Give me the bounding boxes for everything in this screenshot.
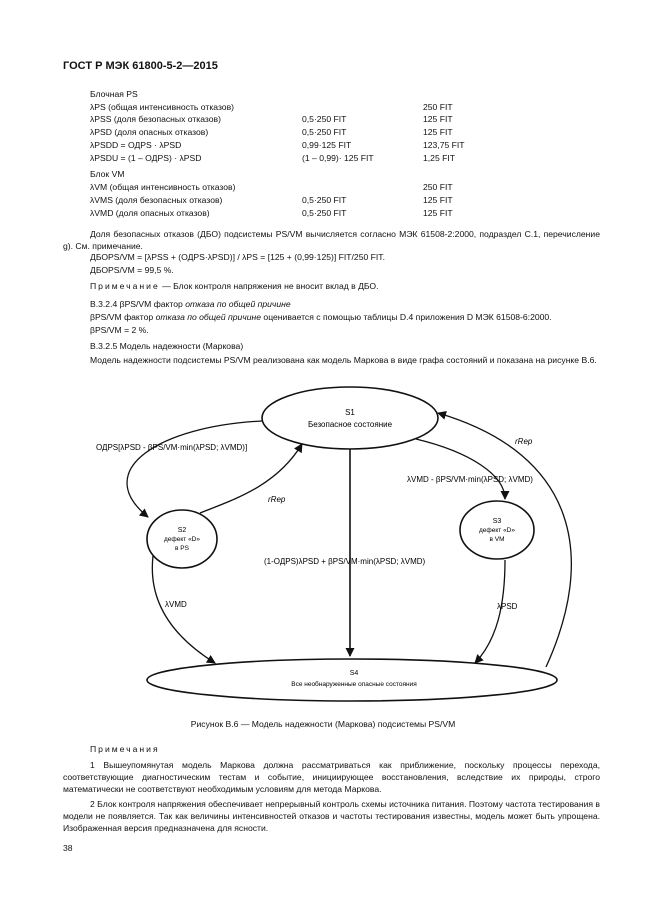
markov-paragraph: Модель надежности подсистемы PS/VM реализована как модель Маркова в виде графа состояний и показана на рисунке В.6. [90, 355, 597, 365]
ps-row-label: λPSDD = ОДPS · λPSD [90, 140, 182, 150]
s2-title: S2 [177, 527, 187, 534]
ps-row-label: λPSD (доля опасных отказов) [90, 127, 209, 137]
s2-line1: дефект «D» [164, 536, 200, 543]
vm-row-label: λVM (общая интенсивность отказов) [90, 182, 236, 192]
ps-row-calc: 0,5·250 FIT [302, 114, 347, 124]
rate-center-label: (1-ОДPS)λPSD + βPS/VM·min(λPSD; λVMD) [264, 557, 426, 566]
note-1: 1 Вышеупомянутая модель Маркова должна рассматриваться как приближение, поскольку процессы перехода, соответствующие диагностическим тестам и событие, инициирующее восстановления, вследствие их природы, строго математически не соответствуют необходимым условиям для метода Маркова. [63, 760, 600, 794]
lambda-vmd-label: λVMD [165, 600, 187, 609]
s1-title: S1 [345, 408, 355, 417]
note-text: — Блок контроля напряжения не вносит вклад в ДБО. [162, 281, 379, 291]
beta-heading-sym: βPS/VM [119, 299, 152, 309]
s3-line2: в VM [489, 536, 505, 543]
note-2: 2 Блок контроля напряжения обеспечивает непрерывный контроль схемы источника питания. Поэтому частота тестирования в модели не появляется. Так как величины интенсивностей отказов и частоты тестирования известны, модель может быть упрощена. Изображенная версия предназначена для ясности. [63, 799, 600, 833]
beta-line1-italic: отказа по общей причине [155, 312, 262, 322]
ps-row-calc: 0,5·250 FIT [302, 127, 347, 137]
document-header: ГОСТ Р МЭК 61800-5-2—2015 [63, 60, 218, 72]
beta-heading-text: фактор [153, 299, 183, 309]
beta-line1-b: оценивается с помощью таблицы D.4 приложения D МЭК 61508-6:2000. [263, 312, 552, 322]
vm-row-label: λVMS (доля безопасных отказов) [90, 195, 223, 205]
ps-row-value: 125 FIT [423, 114, 453, 124]
ps-row-value: 125 FIT [423, 127, 453, 137]
vm-row-value: 125 FIT [423, 208, 453, 218]
rrep-left-label: rRep [268, 495, 286, 504]
s1-text: Безопасное состояние [307, 420, 393, 429]
vm-row-calc: 0,5·250 FIT [302, 195, 347, 205]
markov-heading: В.3.2.5 Модель надежности (Маркова) [90, 341, 244, 351]
vm-row-value: 125 FIT [423, 195, 453, 205]
beta-line1-sym: βPS/VM [90, 312, 122, 322]
arrow-s2-s1 [200, 444, 302, 513]
dfo-paragraph: Доля безопасных отказов (ДБО) подсистемы PS/VM вычисляется согласно МЭК 61508-2:2000, подраздел С.1, перечисление g). См. примечание. [63, 229, 600, 251]
figure-caption: Рисунок В.6 — Модель надежности (Маркова) подсистемы PS/VM [190, 719, 456, 729]
block-ps-title: Блочная PS [90, 89, 138, 99]
rate-left-label: ОДPS[λPSD - βPS/VM·min(λPSD; λVMD)] [96, 443, 248, 452]
beta-heading-italic: отказа по общей причине [185, 299, 291, 309]
notes-title: Примечания [90, 744, 160, 754]
ps-row-calc: (1 – 0,99)· 125 FIT [302, 153, 374, 163]
state-s4 [147, 659, 557, 701]
ps-row-value: 1,25 FIT [423, 153, 455, 163]
ps-row-value: 123,75 FIT [423, 140, 465, 150]
s3-line1: дефект «D» [479, 527, 515, 534]
beta-line1-a: фактор [124, 312, 154, 322]
arrow-s1-s2 [127, 421, 262, 517]
s3-title: S3 [492, 518, 502, 525]
arrow-s1-s3 [416, 439, 505, 499]
ps-row-label: λPSDU = (1 – ОДPS) · λPSD [90, 153, 202, 163]
s4-title: S4 [349, 670, 359, 677]
beta-heading-num: В.3.2.4 [90, 299, 118, 309]
state-s1 [262, 387, 438, 449]
s4-text: Все необнаруженные опасные состояния [291, 681, 417, 688]
lambda-psd-label: λPSD [497, 602, 518, 611]
ps-row-label: λPS (общая интенсивность отказов) [90, 102, 235, 112]
s2-line2: в PS [175, 545, 189, 552]
ps-row-value: 250 FIT [423, 102, 453, 112]
dfo-formula-2: ДБОPS/VM = 99,5 %. [90, 265, 174, 275]
beta-line-2: βPS/VM = 2 %. [90, 325, 149, 335]
ps-row-calc: 0,99·125 FIT [302, 140, 352, 150]
vm-row-calc: 0,5·250 FIT [302, 208, 347, 218]
dfo-formula-1: ДБОPS/VM = [λPSS + (ОДPS·λPSD)] / λPS = [125 + (0,99·125)] FIT/250 FIT. [90, 252, 385, 262]
rate-right-label: λVMD - βPS/VM·min(λPSD; λVMD) [407, 475, 533, 484]
ps-row-label: λPSS (доля безопасных отказов) [90, 114, 221, 124]
block-vm-title: Блок VM [90, 169, 125, 179]
arrow-s3-s4 [475, 560, 505, 663]
note-label: Примечание [90, 281, 160, 291]
arrow-s2-s4 [152, 556, 215, 663]
vm-row-label: λVMD (доля опасных отказов) [90, 208, 210, 218]
vm-row-value: 250 FIT [423, 182, 453, 192]
page-number: 38 [63, 843, 73, 853]
rrep-right-label: rRep [515, 437, 533, 446]
